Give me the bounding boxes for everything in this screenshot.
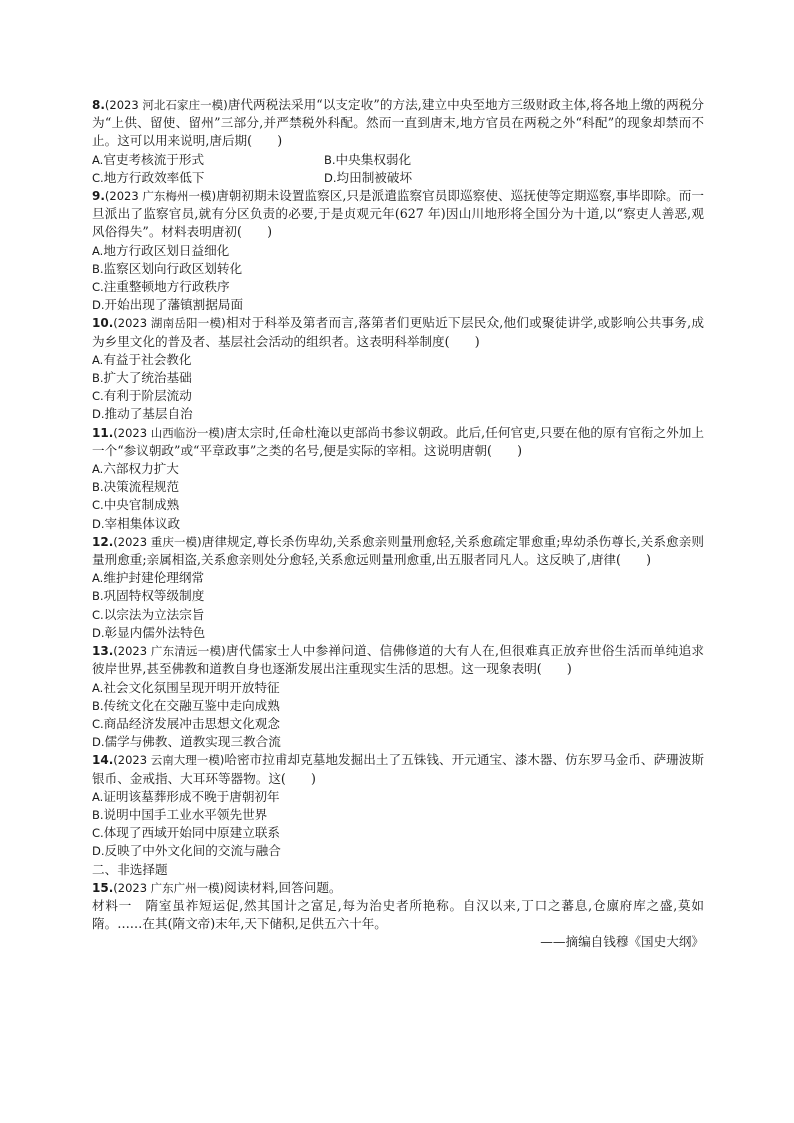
question-15 — [92, 879, 704, 952]
question-number: 12. — [92, 534, 114, 549]
option-c[interactable]: C.有利于阶层流动 — [92, 388, 192, 404]
option-c[interactable]: C.地方行政效率低下 — [92, 169, 205, 185]
question-14 — [92, 751, 704, 860]
option-d[interactable]: D.儒学与佛教、道教实现三教合流 — [92, 734, 281, 750]
option-d[interactable]: D.开始出现了藩镇割据局面 — [92, 297, 244, 313]
option-b[interactable]: B.传统文化在交融互鉴中走向成熟 — [92, 697, 280, 713]
option-a[interactable]: A.维护封建伦理纲常 — [92, 570, 205, 586]
option-a[interactable]: A.有益于社会教化 — [92, 351, 192, 367]
option-d[interactable]: D.均田制被破坏 — [324, 169, 413, 185]
option-b[interactable]: B.扩大了统治基础 — [92, 370, 192, 386]
question-number: 10. — [92, 316, 114, 331]
question-13 — [92, 642, 704, 751]
option-b[interactable]: B.中央集权弱化 — [324, 151, 412, 167]
option-d[interactable]: D.宰相集体议政 — [92, 515, 181, 531]
option-b[interactable]: B.决策流程规范 — [92, 479, 180, 495]
question-text: 唐代儒家士人中参禅问道、信佛修道的大有人在,但很难真正放弃世俗生活而单纯追求彼岸世界,甚至佛教和道教自身也逐渐发展出注重现实生活的思想。这一现象表明( ) — [92, 643, 704, 677]
question-stem — [92, 187, 704, 242]
question-stem — [92, 314, 704, 350]
question-text: 相对于科举及第者而言,落第者们更贴近下层民众,他们或聚徒讲学,或影响公共事务,成为乡里文化的普及者、基层社会活动的组织者。这表明科举制度( ) — [92, 315, 704, 349]
question-9 — [92, 187, 704, 314]
question-text: 唐代两税法采用“以支定收”的方法,建立中央至地方三级财政主体,将各地上缴的两税分为“上供、留使、留州”三部分,并严禁税外科配。然而一直到唐末,地方官员在两税之外“科配”的现象却禁而不止。这可以用来说明,唐后期( ) — [92, 97, 704, 149]
question-text: 唐律规定,尊长杀伤卑幼,关系愈亲则量刑愈轻,关系愈疏定罪愈重;卑幼杀伤尊长,关系愈亲则量刑愈重;亲属相盗,关系愈亲则处分愈轻,关系愈远则量刑愈重,出五服者同凡人。这反映了,唐律( ) — [92, 533, 704, 568]
option-c[interactable]: C.以宗法为立法宗旨 — [92, 606, 205, 622]
question-number: 13. — [92, 644, 114, 659]
option-c[interactable]: C.注重整顿地方行政秩序 — [92, 279, 230, 295]
option-a[interactable]: A.社会文化氛围呈现开明开放特征 — [92, 679, 280, 695]
question-number: 8. — [92, 98, 105, 112]
question-source: (2023 广东广州一模) — [113, 880, 225, 895]
material-label: 材料一 — [92, 897, 133, 913]
question-text: 唐朝初期未设置监察区,只是派遣监察官员即巡察使、巡抚使等定期巡察,事毕即除。而一旦派出了监察官员,就有分区负责的必要,于是贞观元年(627 年)因山川地形将全国分为十道,以“察吏人善恶,观风俗得失”。材料表明唐初( ) — [92, 188, 704, 240]
document-page — [92, 96, 704, 952]
material-text: 隋室虽祚短运促,然其国计之富足,每为治史者所艳称。自汉以来,丁口之蕃息,仓廪府库之盛,莫如隋。……在其(隋文帝)末年,天下储积,足供五六十年。 — [92, 897, 705, 932]
question-text: 阅读材料,回答问题。 — [224, 879, 342, 895]
option-c[interactable]: C.商品经济发展冲击思想文化观念 — [92, 715, 280, 731]
material-citation: ——摘编自钱穆《国史大纲》 — [540, 934, 704, 950]
question-source: (2023 河北石家庄一模) — [104, 98, 228, 112]
question-source: (2023 广东清远一模) — [113, 644, 226, 659]
question-stem — [92, 751, 704, 787]
question-number: 11. — [92, 425, 114, 440]
option-b[interactable]: B.监察区划向行政区划转化 — [92, 260, 243, 276]
section-title: 二、非选择题 — [92, 861, 168, 877]
material-one — [92, 897, 704, 933]
question-source: (2023 湖南岳阳一模) — [113, 316, 226, 331]
option-c[interactable]: C.中央官制成熟 — [92, 497, 180, 513]
question-11 — [92, 424, 704, 533]
question-source: (2023 重庆一模) — [113, 534, 202, 549]
option-a[interactable]: A.官吏考核流于形式 — [92, 151, 205, 167]
question-number: 15. — [92, 880, 114, 895]
question-source: (2023 云南大理一模) — [113, 753, 225, 768]
option-a[interactable]: A.地方行政区划日益细化 — [92, 242, 230, 258]
question-source: (2023 广东梅州一模) — [104, 189, 217, 204]
question-text: 哈密市拉甫却克墓地发掘出土了五铢钱、开元通宝、漆木器、仿东罗马金币、萨珊波斯银币、金戒指、大耳环等器物。这( ) — [92, 752, 704, 786]
option-b[interactable]: B.说明中国手工业水平领先世界 — [92, 806, 268, 822]
option-c[interactable]: C.体现了西域开始同中原建立联系 — [92, 825, 280, 841]
question-number: 14. — [92, 753, 114, 768]
option-d[interactable]: D.反映了中外文化间的交流与融合 — [92, 843, 281, 859]
question-source: (2023 山西临汾一模) — [113, 425, 225, 440]
question-stem — [92, 96, 704, 151]
question-stem — [92, 533, 704, 569]
option-a[interactable]: A.证明该墓葬形成不晚于唐朝初年 — [92, 788, 280, 804]
option-a[interactable]: A.六部权力扩大 — [92, 461, 179, 477]
option-d[interactable]: D.彰显内儒外法特色 — [92, 624, 206, 640]
question-12 — [92, 533, 704, 642]
question-8 — [92, 96, 704, 187]
options-grid — [92, 151, 704, 187]
question-stem — [92, 642, 704, 678]
option-b[interactable]: B.巩固特权等级制度 — [92, 588, 205, 604]
question-stem — [92, 879, 704, 897]
question-10 — [92, 314, 704, 423]
question-number: 9. — [92, 189, 105, 204]
question-stem — [92, 424, 704, 460]
option-d[interactable]: D.推动了基层自治 — [92, 406, 193, 422]
question-text: 唐太宗时,任命杜淹以吏部尚书参议朝政。此后,任何官吏,只要在他的原有官衔之外加上一个“参议朝政”或“平章政事”之类的名号,便是实际的宰相。这说明唐朝( ) — [92, 424, 704, 458]
